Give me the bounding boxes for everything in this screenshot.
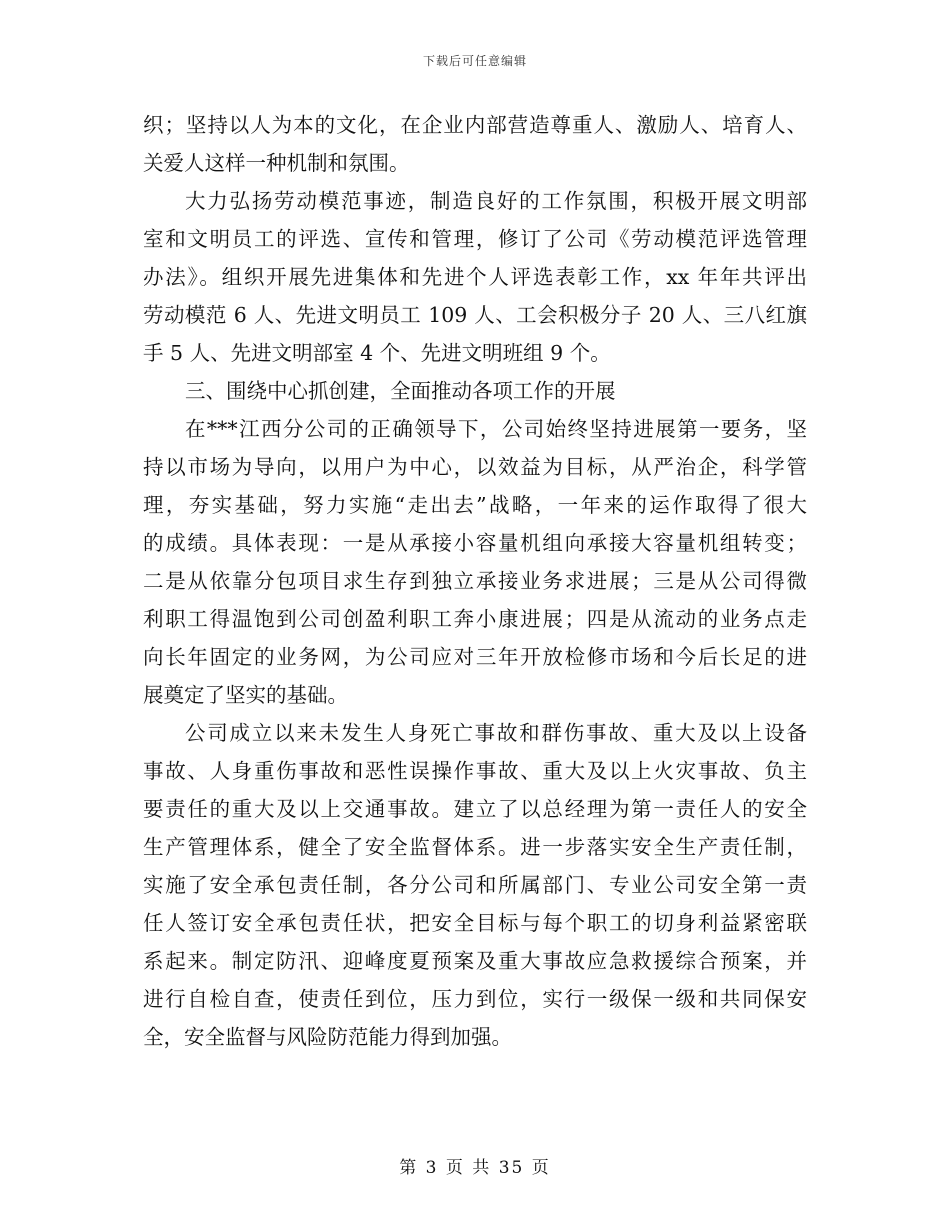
text-line: 事故、人身重伤事故和恶性误操作事故、重大及以上火灾事故、负主 [143,759,807,783]
text-line: 手 5 人、先进文明部室 4 个、先进文明班组 9 个。 [143,341,611,365]
text-line: 在***江西分公司的正确领导下，公司始终坚持进展第一要务，坚 [185,417,807,441]
text-line: 进行自检自查，使责任到位，压力到位，实行一级保一级和共同保安 [143,987,807,1011]
text-line: 持以市场为导向，以用户为中心，以效益为目标，从严治企，科学管 [143,455,807,479]
page-header: 下载后可任意编辑 [422,54,527,68]
document-body [143,106,807,1056]
text-line: 要责任的重大及以上交通事故。建立了以总经理为第一责任人的安全 [143,797,807,821]
text-line: 任人签订安全承包责任状，把安全目标与每个职工的切身利益紧密联 [143,911,807,935]
text-line: 室和文明员工的评选、宣传和管理，修订了公司《劳动模范评选管理 [143,227,807,251]
text-line: 公司成立以来未发生人身死亡事故和群伤事故、重大及以上设备 [185,721,807,745]
text-line: 关爱人这样一种机制和氛围。 [143,151,410,175]
text-line: 办法》。组织开展先进集体和先进个人评选表彰工作，xx 年年共评出 [143,265,807,289]
text-line: 向长年固定的业务网，为公司应对三年开放检修市场和今后长足的进 [143,645,807,669]
text-line: 大力弘扬劳动模范事迹，制造良好的工作氛围，积极开展文明部 [185,189,807,213]
text-line: 三、围绕中心抓创建，全面推动各项工作的开展 [185,379,616,403]
paragraph [143,714,807,1056]
text-line: 系起来。制定防汛、迎峰度夏预案及重大事故应急救援综合预案，并 [143,949,807,973]
paragraph [143,372,807,410]
paragraph [143,410,807,714]
text-line: 利职工得温饱到公司创盈利职工奔小康进展；四是从流动的业务点走 [143,607,807,631]
text-line: 全，安全监督与风险防范能力得到加强。 [143,1025,512,1049]
text-line: 实施了安全承包责任制，各分公司和所属部门、专业公司安全第一责 [143,873,807,897]
paragraph [143,182,807,372]
text-line: 劳动模范 6 人、先进文明员工 109 人、工会积极分子 20 人、三八红旗 [143,303,807,327]
text-line: 的成绩。具体表现：一是从承接小容量机组向承接大容量机组转变； [143,531,807,555]
text-line: 织；坚持以人为本的文化，在企业内部营造尊重人、激励人、培育人、 [143,113,807,137]
text-line: 理，夯实基础，努力实施“走出去”战略，一年来的运作取得了很大 [143,493,807,517]
text-line: 生产管理体系，健全了安全监督体系。进一步落实安全生产责任制， [143,835,807,859]
text-line: 展奠定了坚实的基础。 [143,683,348,707]
paragraph [143,106,807,182]
page-footer: 第 3 页 共 35 页 [399,1158,551,1178]
text-line: 二是从依靠分包项目求生存到独立承接业务求进展；三是从公司得微 [143,569,807,593]
